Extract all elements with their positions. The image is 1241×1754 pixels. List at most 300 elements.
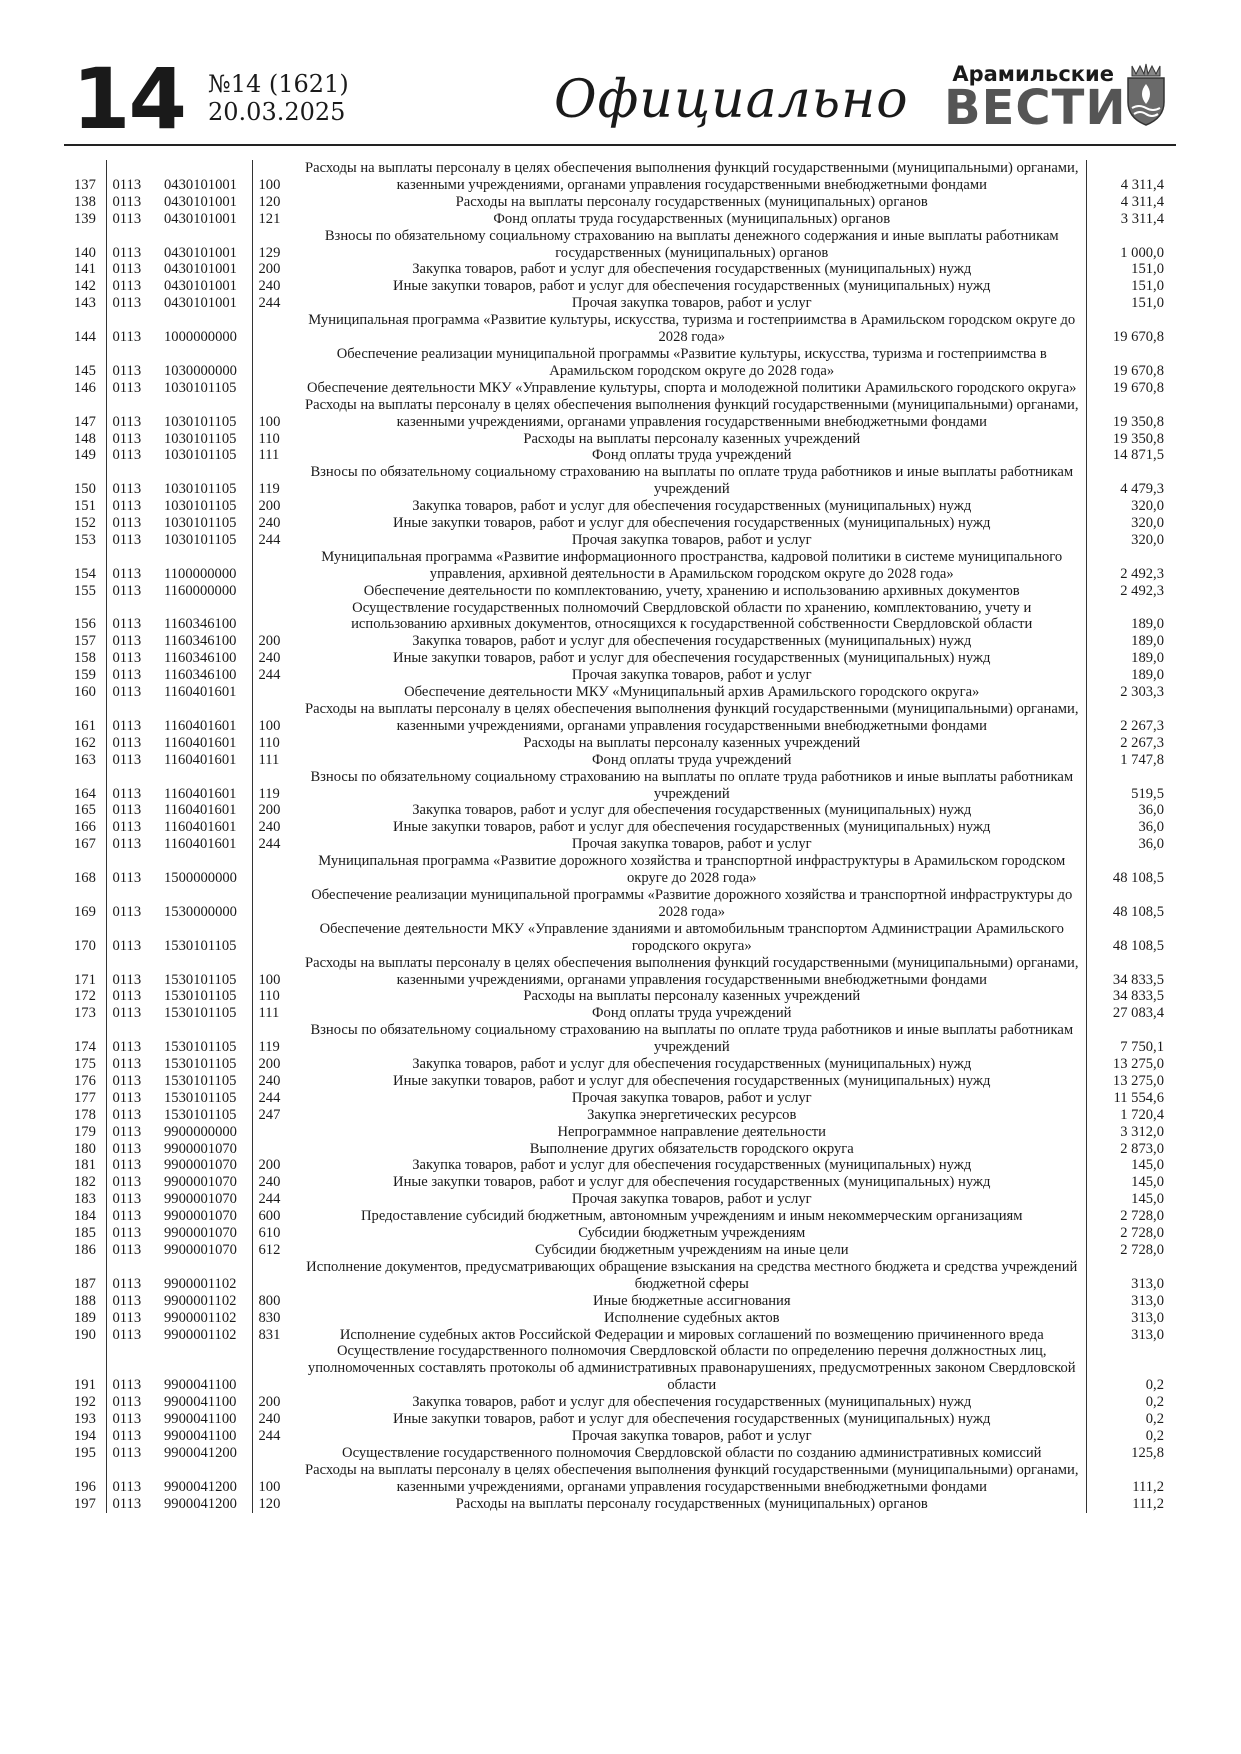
amount: 151,0 (1086, 295, 1176, 312)
row-number: 164 (64, 769, 106, 803)
table-row (64, 532, 1176, 549)
amount: 2 873,0 (1086, 1141, 1176, 1158)
table-row (64, 1293, 1176, 1310)
section-code: 0113 (112, 937, 142, 954)
target-code: 9900001070 (156, 1174, 252, 1191)
row-number: 195 (64, 1445, 106, 1462)
table-row (64, 650, 1176, 667)
row-number: 168 (64, 853, 106, 887)
logo-main-text: ВЕСТИ (944, 80, 1127, 136)
target-code: 9900041100 (156, 1428, 252, 1445)
expense-type (252, 853, 298, 887)
amount: 313,0 (1086, 1259, 1176, 1293)
item-name: Муниципальная программа «Развитие информационного пространства, кадровой политики в системе муниципального управления, архивной деятельности в Арамильском городском округе до 2028 года» (321, 548, 1063, 582)
amount: 13 275,0 (1086, 1073, 1176, 1090)
amount: 1 747,8 (1086, 752, 1176, 769)
amount: 2 267,3 (1086, 701, 1176, 735)
expense-type: 100 (258, 971, 281, 988)
amount: 320,0 (1086, 532, 1176, 549)
target-code: 1530101105 (156, 1005, 252, 1022)
target-code: 0430101001 (156, 278, 252, 295)
table-row (64, 160, 1176, 194)
expense-type: 244 (258, 1427, 281, 1444)
amount: 2 492,3 (1086, 549, 1176, 583)
expense-type (252, 583, 298, 600)
amount: 145,0 (1086, 1191, 1176, 1208)
table-row (64, 701, 1176, 735)
section-code: 0113 (112, 413, 142, 430)
table-row (64, 1124, 1176, 1141)
item-name: Обеспечение деятельности по комплектованию, учету, хранению и использованию архивных документов (363, 582, 1020, 599)
section-code: 0113 (112, 971, 142, 988)
table-row (64, 261, 1176, 278)
item-name: Иные закупки товаров, работ и услуг для обеспечения государственных (муниципальных) нужд (393, 278, 991, 295)
amount: 4 311,4 (1086, 194, 1176, 211)
section-code: 0113 (112, 531, 142, 548)
item-name: Закупка энергетических ресурсов (587, 1106, 797, 1123)
target-code: 9900001102 (156, 1310, 252, 1327)
table-row (64, 1242, 1176, 1259)
table-row (64, 464, 1176, 498)
target-code: 1160346100 (156, 600, 252, 634)
table-row (64, 583, 1176, 600)
target-code: 9900001102 (156, 1259, 252, 1293)
row-number: 172 (64, 988, 106, 1005)
expense-type: 200 (258, 1157, 281, 1174)
table-row (64, 752, 1176, 769)
section-code: 0113 (112, 819, 142, 836)
amount: 189,0 (1086, 600, 1176, 634)
expense-type (252, 1259, 298, 1293)
amount: 36,0 (1086, 819, 1176, 836)
amount: 151,0 (1086, 261, 1176, 278)
item-name: Иные закупки товаров, работ и услуг для обеспечения государственных (муниципальных) нужд (393, 1072, 991, 1089)
amount: 2 492,3 (1086, 583, 1176, 600)
target-code: 1000000000 (156, 312, 252, 346)
row-number: 188 (64, 1293, 106, 1310)
target-code: 1160346100 (156, 633, 252, 650)
expense-type: 200 (258, 1056, 281, 1073)
expense-type (252, 887, 298, 921)
amount: 3 311,4 (1086, 211, 1176, 228)
item-name: Обеспечение реализации муниципальной программы «Развитие культуры, искусства, туризма и гостеприимства в Арамильском городском округе до 2028 года» (336, 345, 1047, 379)
table-row (64, 380, 1176, 397)
table-row (64, 1225, 1176, 1242)
section-code: 0113 (112, 1275, 142, 1292)
row-number: 169 (64, 887, 106, 921)
item-name: Закупка товаров, работ и услуг для обеспечения государственных (муниципальных) нужд (412, 1056, 972, 1073)
expense-type: 244 (258, 295, 281, 312)
item-name: Иные закупки товаров, работ и услуг для обеспечения государственных (муниципальных) нужд (393, 819, 991, 836)
expense-type: 200 (258, 1394, 281, 1411)
table-row (64, 346, 1176, 380)
row-number: 196 (64, 1462, 106, 1496)
expense-type (252, 1445, 298, 1462)
section-code: 0113 (112, 616, 142, 633)
amount: 189,0 (1086, 650, 1176, 667)
amount: 14 871,5 (1086, 447, 1176, 464)
section-code: 0113 (112, 244, 142, 261)
amount: 145,0 (1086, 1174, 1176, 1191)
section-code: 0113 (112, 1394, 142, 1411)
target-code: 9900041200 (156, 1462, 252, 1496)
target-code: 1160401601 (156, 752, 252, 769)
target-code: 9900001070 (156, 1208, 252, 1225)
row-number: 197 (64, 1496, 106, 1513)
target-code: 1160401601 (156, 802, 252, 819)
row-number: 142 (64, 278, 106, 295)
section-code: 0113 (112, 1377, 142, 1394)
row-number: 190 (64, 1327, 106, 1344)
item-name: Расходы на выплаты персоналу казенных учреждений (523, 734, 861, 751)
expense-type (252, 684, 298, 701)
section-code: 0113 (112, 633, 142, 650)
row-number: 151 (64, 498, 106, 515)
amount: 0,2 (1086, 1343, 1176, 1394)
amount: 151,0 (1086, 278, 1176, 295)
section-code: 0113 (112, 261, 142, 278)
table-row (64, 1496, 1176, 1513)
amount: 1 000,0 (1086, 228, 1176, 262)
item-name: Закупка товаров, работ и услуг для обеспечения государственных (муниципальных) нужд (412, 1157, 972, 1174)
issue-info (208, 70, 349, 126)
target-code: 1160401601 (156, 836, 252, 853)
target-code: 1530000000 (156, 887, 252, 921)
target-code: 0430101001 (156, 194, 252, 211)
row-number: 178 (64, 1107, 106, 1124)
amount: 34 833,5 (1086, 988, 1176, 1005)
item-name: Иные закупки товаров, работ и услуг для обеспечения государственных (муниципальных) нужд (393, 515, 991, 532)
target-code: 9900001070 (156, 1225, 252, 1242)
row-number: 179 (64, 1124, 106, 1141)
expense-type: 110 (258, 734, 280, 751)
section-code: 0113 (112, 650, 142, 667)
table-row (64, 1259, 1176, 1293)
target-code: 1160346100 (156, 667, 252, 684)
amount: 0,2 (1086, 1428, 1176, 1445)
expense-type: 612 (258, 1242, 281, 1258)
amount: 7 750,1 (1086, 1022, 1176, 1056)
logo-top-text: Арамильские (952, 62, 1114, 86)
issue-date: 20.03.2025 (208, 98, 346, 126)
section-code: 0113 (112, 734, 142, 751)
target-code: 1530101105 (156, 1022, 252, 1056)
section-code: 0113 (112, 1478, 142, 1495)
amount: 19 350,8 (1086, 397, 1176, 431)
amount: 27 083,4 (1086, 1005, 1176, 1022)
expense-type: 110 (258, 430, 280, 447)
target-code: 1500000000 (156, 853, 252, 887)
expense-type: 111 (258, 751, 280, 768)
page-header (64, 50, 1176, 148)
expense-type: 200 (258, 633, 281, 650)
target-code: 9900001070 (156, 1157, 252, 1174)
row-number: 187 (64, 1259, 106, 1293)
target-code: 1030101105 (156, 515, 252, 532)
target-code: 9900041100 (156, 1411, 252, 1428)
item-name: Иные бюджетные ассигнования (592, 1292, 791, 1309)
amount: 19 670,8 (1086, 380, 1176, 397)
target-code: 1030101105 (156, 397, 252, 431)
row-number: 163 (64, 752, 106, 769)
table-row (64, 295, 1176, 312)
item-name: Исполнение документов, предусматривающих обращение взыскания на средства местного бюджета и средства учреждений бюджетной сферы (306, 1258, 1078, 1292)
expense-type: 111 (258, 1005, 280, 1022)
section-code: 0113 (112, 210, 142, 227)
section-code: 0113 (112, 717, 142, 734)
table-row (64, 1411, 1176, 1428)
section-code: 0113 (112, 430, 142, 447)
row-number: 173 (64, 1005, 106, 1022)
target-code: 9900000000 (156, 1124, 252, 1141)
table-row (64, 1394, 1176, 1411)
target-code: 0430101001 (156, 261, 252, 278)
item-name: Взносы по обязательному социальному страхованию на выплаты по оплате труда работников и иные выплаты работникам учреждений (310, 768, 1074, 802)
row-number: 138 (64, 194, 106, 211)
section-code: 0113 (112, 1123, 142, 1140)
table-row (64, 1141, 1176, 1158)
item-name: Осуществление государственных полномочий Свердловской области по хранению, комплектованию, учету и использованию архивных документов, относящихся к государственной собственности Свердловской области (351, 599, 1033, 633)
row-number: 166 (64, 819, 106, 836)
expense-type (252, 380, 298, 397)
table-row (64, 667, 1176, 684)
section-title: Официально (554, 70, 909, 130)
item-name: Прочая закупка товаров, работ и услуг (571, 1191, 812, 1208)
section-code: 0113 (112, 988, 142, 1005)
section-code: 0113 (112, 751, 142, 768)
section-code: 0113 (112, 515, 142, 532)
table-row (64, 1056, 1176, 1073)
expense-type: 244 (258, 1191, 281, 1208)
amount: 2 728,0 (1086, 1208, 1176, 1225)
row-number: 150 (64, 464, 106, 498)
section-code: 0113 (112, 1106, 142, 1123)
section-code: 0113 (112, 1411, 142, 1428)
item-name: Расходы на выплаты персоналу казенных учреждений (523, 430, 861, 447)
section-code: 0113 (112, 498, 142, 515)
amount: 2 728,0 (1086, 1225, 1176, 1242)
expense-type (252, 312, 298, 346)
row-number: 182 (64, 1174, 106, 1191)
expense-type: 119 (258, 1039, 280, 1056)
row-number: 180 (64, 1141, 106, 1158)
expense-type: 830 (258, 1309, 281, 1326)
table-row (64, 1157, 1176, 1174)
item-name: Иные закупки товаров, работ и услуг для обеспечения государственных (муниципальных) нужд (393, 1411, 991, 1428)
table-row (64, 600, 1176, 634)
row-number: 170 (64, 921, 106, 955)
amount: 36,0 (1086, 802, 1176, 819)
expense-type: 244 (258, 667, 281, 684)
item-name: Непрограммное направление деятельности (557, 1123, 826, 1140)
section-code: 0113 (112, 1309, 142, 1326)
expense-type: 600 (258, 1208, 281, 1225)
item-name: Обеспечение реализации муниципальной программы «Развитие дорожного хозяйства и транспортной инфраструктуры до 2028 года» (311, 886, 1073, 920)
target-code: 9900001070 (156, 1242, 252, 1259)
table-row (64, 769, 1176, 803)
amount: 36,0 (1086, 836, 1176, 853)
amount: 320,0 (1086, 498, 1176, 515)
expense-type (252, 1141, 298, 1158)
table-row (64, 1310, 1176, 1327)
row-number: 185 (64, 1225, 106, 1242)
amount: 125,8 (1086, 1445, 1176, 1462)
item-name: Фонд оплаты труда учреждений (592, 447, 792, 464)
section-code: 0113 (112, 1174, 142, 1191)
row-number: 149 (64, 447, 106, 464)
item-name: Осуществление государственного полномочия Свердловской области по созданию административных комиссий (342, 1444, 1042, 1461)
section-code: 0113 (112, 684, 142, 701)
item-name: Предоставление субсидий бюджетным, автономным учреждениям и иным некоммерческим организациям (360, 1208, 1023, 1225)
table-row (64, 633, 1176, 650)
table-row (64, 549, 1176, 583)
amount: 48 108,5 (1086, 853, 1176, 887)
item-name: Прочая закупка товаров, работ и услуг (571, 295, 812, 312)
item-name: Взносы по обязательному социальному страхованию на выплаты по оплате труда работников и иные выплаты работникам учреждений (310, 1022, 1074, 1056)
section-code: 0113 (112, 1191, 142, 1208)
table-row (64, 228, 1176, 262)
row-number: 194 (64, 1428, 106, 1445)
target-code: 1030101105 (156, 380, 252, 397)
expense-type: 200 (258, 261, 281, 278)
target-code: 1530101105 (156, 921, 252, 955)
section-code: 0113 (112, 1444, 142, 1461)
expense-type: 247 (258, 1106, 281, 1123)
row-number: 143 (64, 295, 106, 312)
section-code: 0113 (112, 785, 142, 802)
item-name: Исполнение судебных актов (603, 1309, 780, 1326)
section-code: 0113 (112, 447, 142, 464)
section-code: 0113 (112, 582, 142, 599)
expense-type: 119 (258, 481, 280, 498)
expense-type: 129 (258, 244, 281, 261)
row-number: 165 (64, 802, 106, 819)
row-number: 146 (64, 380, 106, 397)
row-number: 156 (64, 600, 106, 634)
section-code: 0113 (112, 1208, 142, 1225)
table-row (64, 684, 1176, 701)
row-number: 184 (64, 1208, 106, 1225)
item-name: Осуществление государственного полномочия Свердловской области по определению перечня должностных лиц, уполномоченных составлять протоколы об административных правонарушениях, предусмотренных законом Свердловской области (307, 1343, 1076, 1394)
expense-type: 240 (258, 650, 281, 667)
target-code: 9900041200 (156, 1496, 252, 1513)
table-row (64, 1327, 1176, 1344)
amount: 1 720,4 (1086, 1107, 1176, 1124)
amount: 19 670,8 (1086, 312, 1176, 346)
table-row (64, 498, 1176, 515)
row-number: 137 (64, 160, 106, 194)
expense-type: 800 (258, 1292, 281, 1309)
row-number: 167 (64, 836, 106, 853)
amount: 2 267,3 (1086, 735, 1176, 752)
newspaper-logo (944, 60, 1176, 136)
amount: 0,2 (1086, 1411, 1176, 1428)
amount: 313,0 (1086, 1293, 1176, 1310)
section-code: 0113 (112, 379, 142, 396)
item-name: Обеспечение деятельности МКУ «Управление культуры, спорта и молодежной политики Арамильского городского округа» (307, 379, 1077, 396)
expense-type: 100 (258, 717, 281, 734)
expense-type: 120 (258, 193, 281, 210)
target-code: 9900041200 (156, 1445, 252, 1462)
target-code: 0430101001 (156, 295, 252, 312)
row-number: 155 (64, 583, 106, 600)
item-name: Прочая закупка товаров, работ и услуг (571, 1089, 812, 1106)
amount: 2 728,0 (1086, 1242, 1176, 1259)
item-name: Закупка товаров, работ и услуг для обеспечения государственных (муниципальных) нужд (412, 498, 972, 515)
expense-type: 119 (258, 785, 280, 802)
row-number: 177 (64, 1090, 106, 1107)
item-name: Закупка товаров, работ и услуг для обеспечения государственных (муниципальных) нужд (412, 261, 972, 278)
section-code: 0113 (112, 836, 142, 853)
item-name: Фонд оплаты труда государственных (муниципальных) органов (493, 210, 891, 227)
item-name: Расходы на выплаты персоналу в целях обеспечения выполнения функций государственными (муниципальными) органами, казенными учреждениями, органами управления государственными внебюджетными фондами (305, 396, 1079, 430)
table-row (64, 1462, 1176, 1496)
item-name: Расходы на выплаты персоналу в целях обеспечения выполнения функций государственными (муниципальными) органами, казенными учреждениями, органами управления государственными внебюджетными фондами (305, 954, 1079, 988)
item-name: Расходы на выплаты персоналу в целях обеспечения выполнения функций государственными (муниципальными) органами, казенными учреждениями, органами управления государственными внебюджетными фондами (305, 701, 1079, 734)
expense-type (252, 1343, 298, 1394)
table-row (64, 988, 1176, 1005)
target-code: 1030101105 (156, 498, 252, 515)
amount: 48 108,5 (1086, 921, 1176, 955)
expense-type: 240 (258, 819, 281, 836)
table-row (64, 211, 1176, 228)
amount: 2 303,3 (1086, 684, 1176, 701)
target-code: 1530101105 (156, 1073, 252, 1090)
target-code: 1030101105 (156, 431, 252, 448)
row-number: 193 (64, 1411, 106, 1428)
row-number: 154 (64, 549, 106, 583)
amount: 19 670,8 (1086, 346, 1176, 380)
table-row (64, 1445, 1176, 1462)
table-row (64, 1022, 1176, 1056)
target-code: 9900041100 (156, 1394, 252, 1411)
expense-type: 610 (258, 1225, 281, 1242)
item-name: Исполнение судебных актов Российской Федерации и мировых соглашений по возмещению причиненного вреда (339, 1326, 1044, 1343)
table-row (64, 836, 1176, 853)
row-number: 171 (64, 955, 106, 989)
row-number: 153 (64, 532, 106, 549)
expense-type: 244 (258, 836, 281, 853)
row-number: 139 (64, 211, 106, 228)
target-code: 1160346100 (156, 650, 252, 667)
section-code: 0113 (112, 1005, 142, 1022)
section-code: 0113 (112, 1089, 142, 1106)
amount: 3 312,0 (1086, 1124, 1176, 1141)
amount: 519,5 (1086, 769, 1176, 803)
section-code: 0113 (112, 362, 142, 379)
expense-type: 121 (258, 210, 281, 227)
table-row (64, 1107, 1176, 1124)
target-code: 9900001070 (156, 1191, 252, 1208)
target-code: 1160401601 (156, 735, 252, 752)
amount: 0,2 (1086, 1394, 1176, 1411)
target-code: 1160401601 (156, 684, 252, 701)
item-name: Иные закупки товаров, работ и услуг для обеспечения государственных (муниципальных) нужд (393, 650, 991, 667)
item-name: Прочая закупка товаров, работ и услуг (571, 531, 812, 548)
table-row (64, 194, 1176, 211)
expense-type: 244 (258, 1089, 281, 1106)
item-name: Расходы на выплаты персоналу в целях обеспечения выполнения функций государственными (муниципальными) органами, казенными учреждениями, органами управления государственными внебюджетными фондами (305, 1461, 1079, 1495)
amount: 313,0 (1086, 1327, 1176, 1344)
target-code: 1030101105 (156, 532, 252, 549)
table-row (64, 278, 1176, 295)
expense-type (252, 346, 298, 380)
amount: 11 554,6 (1086, 1090, 1176, 1107)
issue-number: №14 (1621) (208, 70, 349, 98)
item-name: Прочая закупка товаров, работ и услуг (571, 667, 812, 684)
table-row (64, 921, 1176, 955)
row-number: 159 (64, 667, 106, 684)
